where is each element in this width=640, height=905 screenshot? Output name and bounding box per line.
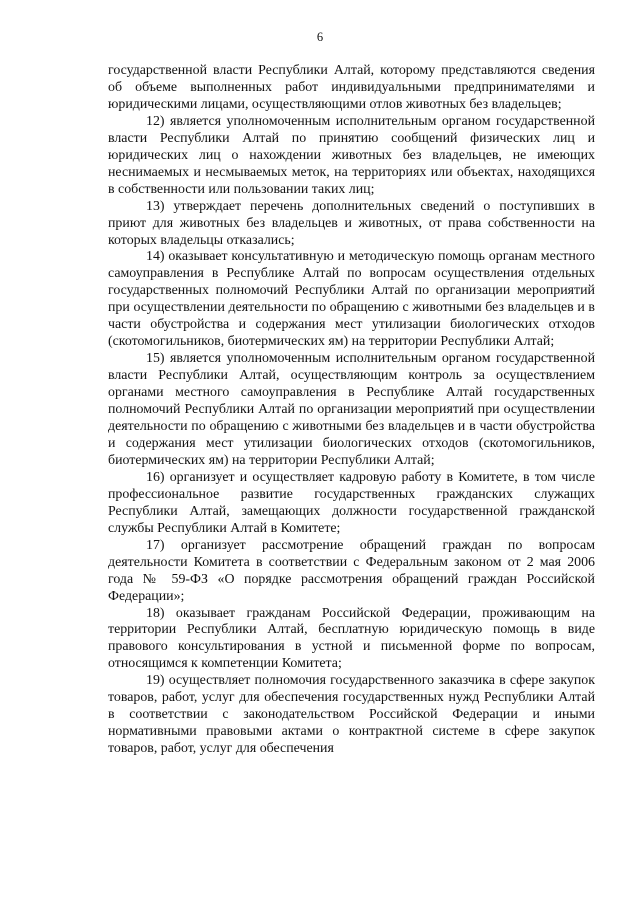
paragraph-item-16: 16) организует и осуществляет кадровую работу в Комитете, в том числе профессиональное развитие государственных гражданских служащих Республики Алтай, замещающих должности государственной гражданской службы Республики Алтай в Комитете; bbox=[108, 469, 595, 536]
paragraph-item-19: 19) осуществляет полномочия государственного заказчика в сфере закупок товаров, работ, услуг для обеспечения государственных нужд Республики Алтай в соответствии с законодательством Российской Федерации и иными нормативными правовыми актами о контрактной системе в сфере закупок товаров, работ, услуг для обеспечения bbox=[108, 673, 595, 757]
paragraph-continuation: государственной власти Республики Алтай, которому представляются сведения об объеме выполненных работ индивидуальными предпринимателями и юридическими лицами, осуществляющими отлов животных без владельцев; bbox=[108, 63, 595, 112]
paragraph-item-18: 18) оказывает гражданам Российской Федерации, проживающим на территории Республики Алтай, бесплатную юридическую помощь в виде правового консультирования в устной и письменной форме по вопросам, относящимся к компетенции Комитета; bbox=[108, 605, 595, 672]
paragraph-item-13: 13) утверждает перечень дополнительных сведений о поступивших в приют для животных без владельцев и животных, от права собственности на которых владельцы отказались; bbox=[108, 198, 595, 248]
page-number: 6 bbox=[316, 30, 324, 44]
paragraph-item-14: 14) оказывает консультативную и методическую помощь органам местного самоуправления в Республике Алтай по вопросам осуществления отдельных государственных полномочий Республики Алтай по организации мероприятий при осуществлении деятельности по обращению с животными без владельцев и в части обустройства и содержания мест утилизации биологических отходов (скотомогильников, биотермических ям) на территории Республики Алтай; bbox=[108, 249, 595, 350]
paragraph-item-15: 15) является уполномоченным исполнительным органом государственной власти Республики Алтай, осуществляющим контроль за осуществлением органами местного самоуправления в Республике Алтай государственных полномочий Республики Алтай по организации мероприятий при осуществлении деятельности по обращению с животными без владельцев и в части обустройства и содержания мест утилизации биологических отходов (скотомогильников, биотермических ям) на территории Республики Алтай; bbox=[108, 351, 595, 468]
paragraph-item-12: 12) является уполномоченным исполнительным органом государственной власти Республики Алтай по принятию сообщений физических лиц и юридических лиц о нахождении животных без владельцев, не имеющих неснимаемых и несмываемых меток, на территориях или объектах, находящихся в собственности или пользовании таких лиц; bbox=[108, 113, 595, 197]
paragraph-item-17: 17) организует рассмотрение обращений граждан по вопросам деятельности Комитета в соответствии с Федеральным законом от 2 мая 2006 года № 59-ФЗ «О порядке рассмотрения обращений граждан Российской Федерации»; bbox=[108, 537, 595, 604]
document-body bbox=[108, 63, 595, 758]
